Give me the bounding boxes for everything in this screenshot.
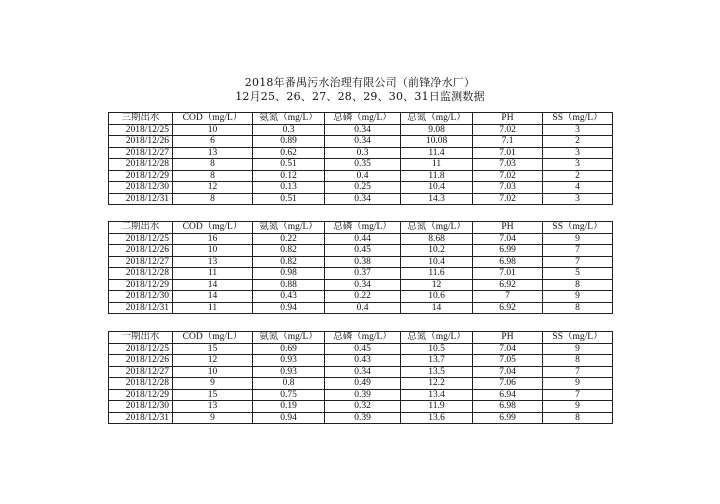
- total-nitrogen-cell: 12.2: [401, 378, 473, 390]
- table-row: [109, 412, 613, 424]
- table-row: [109, 302, 613, 314]
- cod-cell: 13: [173, 147, 253, 159]
- ammonia-cell: 0.94: [253, 302, 325, 314]
- column-header-total-phosphorus: 总磷（mg/L）: [325, 222, 401, 234]
- total-nitrogen-cell: 13.6: [401, 412, 473, 424]
- ammonia-cell: 0.19: [253, 401, 325, 413]
- ph-cell: 7.1: [473, 136, 543, 148]
- column-header-total-phosphorus: 总磷（mg/L）: [325, 332, 401, 344]
- column-header-cod: COD（mg/L）: [173, 113, 253, 125]
- ammonia-cell: 0.69: [253, 343, 325, 355]
- ph-cell: 7.02: [473, 124, 543, 136]
- total-nitrogen-cell: 11.4: [401, 147, 473, 159]
- table-row: [109, 279, 613, 291]
- total-phosphorus-cell: 0.43: [325, 355, 401, 367]
- ph-cell: 7.05: [473, 355, 543, 367]
- date-cell: 2018/12/27: [109, 366, 173, 378]
- ammonia-cell: 0.93: [253, 355, 325, 367]
- ss-cell: 9: [543, 401, 613, 413]
- section-label: 二期出水: [109, 222, 173, 234]
- ph-cell: 6.99: [473, 245, 543, 257]
- table-row: [109, 124, 613, 136]
- ph-cell: 7: [473, 291, 543, 303]
- cod-cell: 9: [173, 412, 253, 424]
- date-cell: 2018/12/31: [109, 193, 173, 205]
- date-cell: 2018/12/30: [109, 182, 173, 194]
- table-row: [109, 193, 613, 205]
- ammonia-cell: 0.13: [253, 182, 325, 194]
- total-phosphorus-cell: 0.45: [325, 343, 401, 355]
- date-cell: 2018/12/30: [109, 401, 173, 413]
- total-nitrogen-cell: 13.4: [401, 389, 473, 401]
- cod-cell: 15: [173, 389, 253, 401]
- ss-cell: 2: [543, 170, 613, 182]
- table-row: [109, 233, 613, 245]
- column-header-ammonia: 氨氮（mg/L）: [253, 222, 325, 234]
- total-phosphorus-cell: 0.39: [325, 389, 401, 401]
- date-cell: 2018/12/27: [109, 256, 173, 268]
- column-header-cod: COD（mg/L）: [173, 332, 253, 344]
- total-nitrogen-cell: 13.5: [401, 366, 473, 378]
- ss-cell: 9: [543, 378, 613, 390]
- document-title: 2018年番禺污水治理有限公司（前锋净水厂）: [244, 76, 476, 89]
- column-header-cod: COD（mg/L）: [173, 222, 253, 234]
- ph-cell: 6.98: [473, 401, 543, 413]
- ph-cell: 7.03: [473, 159, 543, 171]
- date-cell: 2018/12/29: [109, 170, 173, 182]
- table-row: [109, 378, 613, 390]
- date-cell: 2018/12/31: [109, 412, 173, 424]
- ss-cell: 9: [543, 343, 613, 355]
- date-cell: 2018/12/28: [109, 159, 173, 171]
- ss-cell: 4: [543, 182, 613, 194]
- total-phosphorus-cell: 0.34: [325, 366, 401, 378]
- ammonia-cell: 0.51: [253, 193, 325, 205]
- total-phosphorus-cell: 0.37: [325, 268, 401, 280]
- column-header-ammonia: 氨氮（mg/L）: [253, 332, 325, 344]
- table-row: [109, 245, 613, 257]
- ammonia-cell: 0.93: [253, 366, 325, 378]
- total-phosphorus-cell: 0.34: [325, 136, 401, 148]
- date-cell: 2018/12/26: [109, 136, 173, 148]
- column-header-ss: SS（mg/L）: [543, 113, 613, 125]
- ph-cell: 7.02: [473, 193, 543, 205]
- total-nitrogen-cell: 10.4: [401, 182, 473, 194]
- cod-cell: 8: [173, 159, 253, 171]
- ss-cell: 3: [543, 124, 613, 136]
- ammonia-cell: 0.82: [253, 245, 325, 257]
- ss-cell: 3: [543, 193, 613, 205]
- total-phosphorus-cell: 0.49: [325, 378, 401, 390]
- monitoring-table-phase2: [108, 221, 613, 314]
- table-header-row: [109, 113, 613, 125]
- date-cell: 2018/12/29: [109, 389, 173, 401]
- table-row: [109, 136, 613, 148]
- ammonia-cell: 0.98: [253, 268, 325, 280]
- cod-cell: 12: [173, 182, 253, 194]
- ss-cell: 7: [543, 389, 613, 401]
- total-phosphorus-cell: 0.3: [325, 147, 401, 159]
- table-row: [109, 182, 613, 194]
- cod-cell: 10: [173, 245, 253, 257]
- table-row: [109, 159, 613, 171]
- total-nitrogen-cell: 11.6: [401, 268, 473, 280]
- date-cell: 2018/12/26: [109, 355, 173, 367]
- ph-cell: 7.04: [473, 233, 543, 245]
- total-phosphorus-cell: 0.22: [325, 291, 401, 303]
- total-phosphorus-cell: 0.4: [325, 170, 401, 182]
- table-row: [109, 389, 613, 401]
- total-nitrogen-cell: 11.9: [401, 401, 473, 413]
- ammonia-cell: 0.43: [253, 291, 325, 303]
- ammonia-cell: 0.75: [253, 389, 325, 401]
- table-row: [109, 170, 613, 182]
- ph-cell: 7.01: [473, 147, 543, 159]
- cod-cell: 11: [173, 268, 253, 280]
- total-nitrogen-cell: 14: [401, 302, 473, 314]
- cod-cell: 15: [173, 343, 253, 355]
- ph-cell: 6.94: [473, 389, 543, 401]
- ph-cell: 7.01: [473, 268, 543, 280]
- date-cell: 2018/12/25: [109, 233, 173, 245]
- column-header-ph: PH: [473, 222, 543, 234]
- total-phosphorus-cell: 0.4: [325, 302, 401, 314]
- cod-cell: 8: [173, 193, 253, 205]
- ammonia-cell: 0.3: [253, 124, 325, 136]
- monitoring-table-phase3: [108, 112, 613, 205]
- cod-cell: 8: [173, 170, 253, 182]
- date-cell: 2018/12/28: [109, 268, 173, 280]
- table-row: [109, 291, 613, 303]
- ss-cell: 7: [543, 366, 613, 378]
- date-cell: 2018/12/29: [109, 279, 173, 291]
- total-nitrogen-cell: 11: [401, 159, 473, 171]
- column-header-total-phosphorus: 总磷（mg/L）: [325, 113, 401, 125]
- date-cell: 2018/12/25: [109, 124, 173, 136]
- ammonia-cell: 0.8: [253, 378, 325, 390]
- total-nitrogen-cell: 11.8: [401, 170, 473, 182]
- cod-cell: 10: [173, 124, 253, 136]
- document-subtitle: 12月25、26、27、28、29、30、31日监测数据: [235, 90, 485, 103]
- ss-cell: 7: [543, 245, 613, 257]
- ph-cell: 7.04: [473, 343, 543, 355]
- total-nitrogen-cell: 10.4: [401, 256, 473, 268]
- ph-cell: 7.02: [473, 170, 543, 182]
- cod-cell: 9: [173, 378, 253, 390]
- ph-cell: 6.92: [473, 302, 543, 314]
- total-nitrogen-cell: 13.7: [401, 355, 473, 367]
- ss-cell: 9: [543, 291, 613, 303]
- ph-cell: 6.98: [473, 256, 543, 268]
- column-header-ph: PH: [473, 113, 543, 125]
- total-nitrogen-cell: 10.08: [401, 136, 473, 148]
- cod-cell: 14: [173, 279, 253, 291]
- table-row: [109, 268, 613, 280]
- ss-cell: 7: [543, 256, 613, 268]
- total-phosphorus-cell: 0.32: [325, 401, 401, 413]
- ammonia-cell: 0.12: [253, 170, 325, 182]
- section-label: 一期出水: [109, 332, 173, 344]
- ss-cell: 8: [543, 279, 613, 291]
- date-cell: 2018/12/25: [109, 343, 173, 355]
- total-nitrogen-cell: 14.3: [401, 193, 473, 205]
- cod-cell: 10: [173, 366, 253, 378]
- ammonia-cell: 0.62: [253, 147, 325, 159]
- ph-cell: 6.92: [473, 279, 543, 291]
- ss-cell: 8: [543, 355, 613, 367]
- ss-cell: 5: [543, 268, 613, 280]
- date-cell: 2018/12/31: [109, 302, 173, 314]
- ph-cell: 7.04: [473, 366, 543, 378]
- ph-cell: 7.03: [473, 182, 543, 194]
- ammonia-cell: 0.89: [253, 136, 325, 148]
- ss-cell: 8: [543, 302, 613, 314]
- total-phosphorus-cell: 0.34: [325, 279, 401, 291]
- total-nitrogen-cell: 8.68: [401, 233, 473, 245]
- column-header-total-nitrogen: 总氮（mg/L）: [401, 222, 473, 234]
- date-cell: 2018/12/26: [109, 245, 173, 257]
- cod-cell: 6: [173, 136, 253, 148]
- ammonia-cell: 0.22: [253, 233, 325, 245]
- cod-cell: 12: [173, 355, 253, 367]
- table-row: [109, 343, 613, 355]
- total-nitrogen-cell: 10.2: [401, 245, 473, 257]
- ammonia-cell: 0.94: [253, 412, 325, 424]
- cod-cell: 14: [173, 291, 253, 303]
- column-header-total-nitrogen: 总氮（mg/L）: [401, 332, 473, 344]
- ammonia-cell: 0.88: [253, 279, 325, 291]
- total-nitrogen-cell: 10.6: [401, 291, 473, 303]
- table-header-row: [109, 332, 613, 344]
- cod-cell: 16: [173, 233, 253, 245]
- column-header-ss: SS（mg/L）: [543, 222, 613, 234]
- total-phosphorus-cell: 0.45: [325, 245, 401, 257]
- total-nitrogen-cell: 9.08: [401, 124, 473, 136]
- cod-cell: 13: [173, 256, 253, 268]
- total-nitrogen-cell: 10.5: [401, 343, 473, 355]
- ph-cell: 7.06: [473, 378, 543, 390]
- cod-cell: 11: [173, 302, 253, 314]
- total-phosphorus-cell: 0.25: [325, 182, 401, 194]
- column-header-ammonia: 氨氮（mg/L）: [253, 113, 325, 125]
- total-phosphorus-cell: 0.34: [325, 124, 401, 136]
- ss-cell: 9: [543, 233, 613, 245]
- ph-cell: 6.99: [473, 412, 543, 424]
- ss-cell: 3: [543, 147, 613, 159]
- date-cell: 2018/12/28: [109, 378, 173, 390]
- column-header-total-nitrogen: 总氮（mg/L）: [401, 113, 473, 125]
- total-phosphorus-cell: 0.38: [325, 256, 401, 268]
- date-cell: 2018/12/30: [109, 291, 173, 303]
- table-header-row: [109, 222, 613, 234]
- total-phosphorus-cell: 0.35: [325, 159, 401, 171]
- total-phosphorus-cell: 0.34: [325, 193, 401, 205]
- ammonia-cell: 0.82: [253, 256, 325, 268]
- column-header-ph: PH: [473, 332, 543, 344]
- ss-cell: 8: [543, 412, 613, 424]
- ss-cell: 2: [543, 136, 613, 148]
- total-nitrogen-cell: 12: [401, 279, 473, 291]
- cod-cell: 13: [173, 401, 253, 413]
- column-header-ss: SS（mg/L）: [543, 332, 613, 344]
- monitoring-table-phase1: [108, 331, 613, 424]
- table-row: [109, 147, 613, 159]
- date-cell: 2018/12/27: [109, 147, 173, 159]
- total-phosphorus-cell: 0.44: [325, 233, 401, 245]
- table-row: [109, 355, 613, 367]
- total-phosphorus-cell: 0.39: [325, 412, 401, 424]
- table-row: [109, 366, 613, 378]
- table-row: [109, 256, 613, 268]
- table-row: [109, 401, 613, 413]
- ss-cell: 3: [543, 159, 613, 171]
- section-label: 三期出水: [109, 113, 173, 125]
- ammonia-cell: 0.51: [253, 159, 325, 171]
